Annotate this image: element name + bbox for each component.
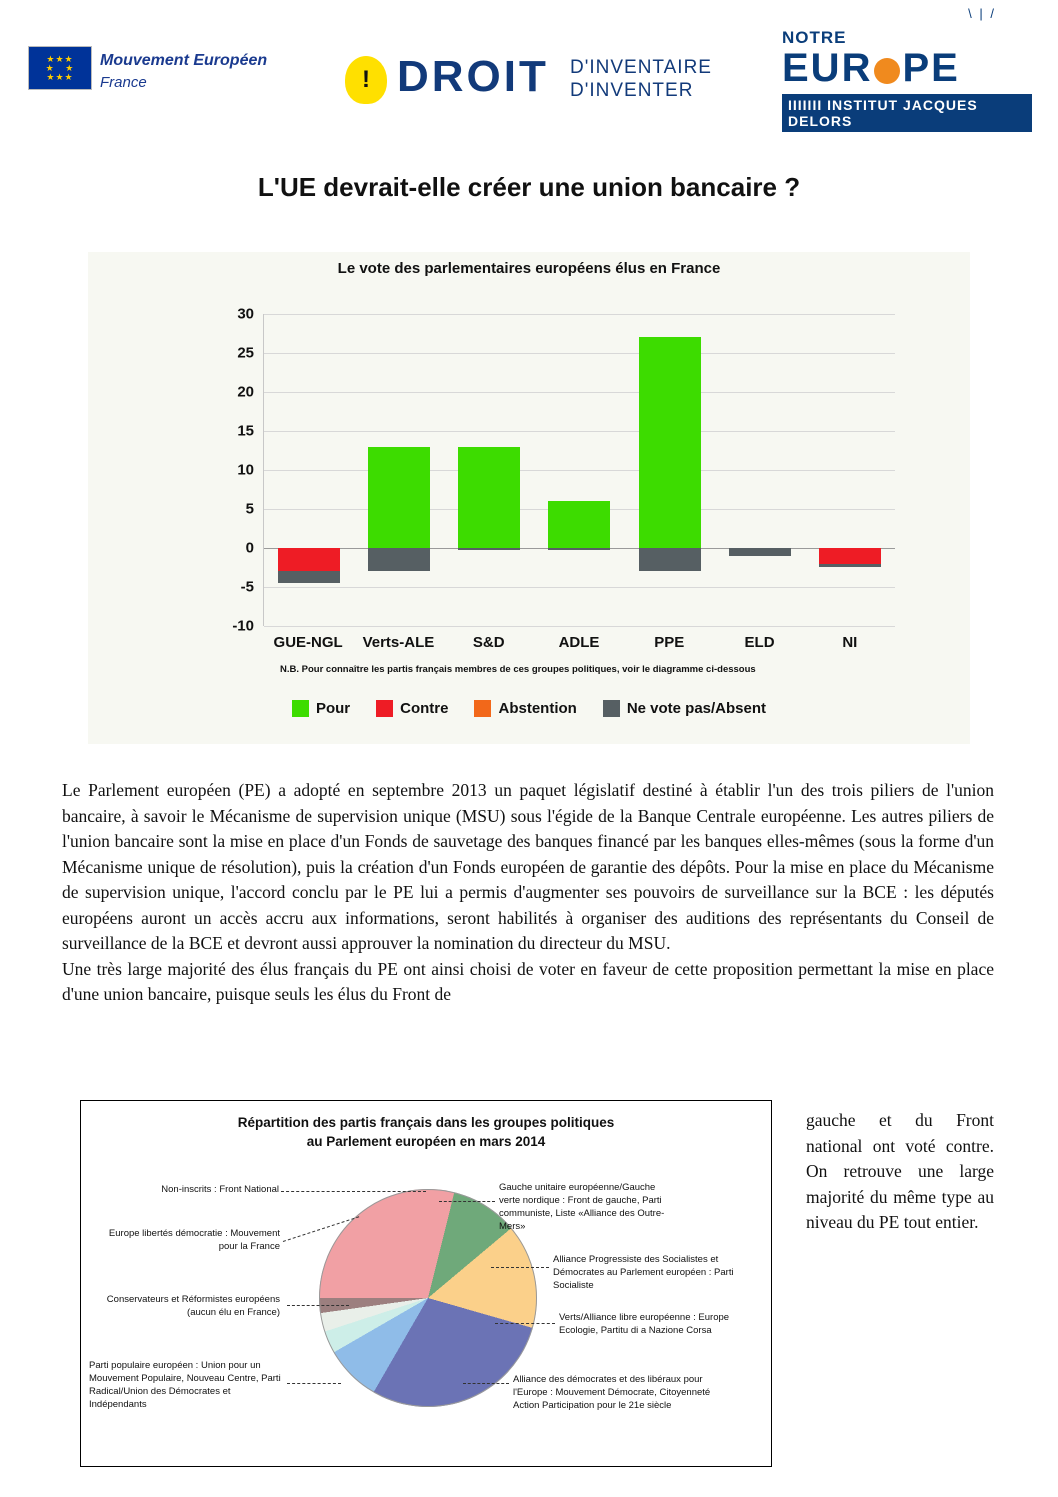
logo-me-name: Mouvement Européen	[100, 52, 268, 69]
paragraph-2: Une très large majorité des élus français du PE ont ainsi choisi de voter en faveur de cette proposition permettant la mise en place d'une union bancaire, puisque seuls les élus du Front de	[62, 958, 994, 1004]
chart-legend-item	[376, 700, 448, 717]
pie-label-gue-ngl: Gauche unitaire européenne/Gauche verte nordique : Front de gauche, Parti communiste, Liste «Alliance des Outre-Mers»	[499, 1182, 665, 1232]
eu-flag-icon: ★★★ ★ ★ ★★★	[28, 46, 92, 90]
pie-title	[81, 1113, 771, 1151]
chart-bar	[729, 548, 791, 556]
chart-bars	[264, 314, 895, 626]
bulb-glyph: !	[362, 66, 370, 93]
pie-label-verts: Verts/Alliance libre européenne : Europe Ecologie, Partitu di a Nazione Corsa	[559, 1312, 730, 1336]
chart-legend-item	[603, 700, 766, 717]
chart-plot-area	[183, 304, 913, 635]
logo-ne-europe-right: PE	[902, 46, 960, 90]
pie-label-sd: Alliance Progressiste des Socialistes et Démocrates au Parlement européen : Parti Socialiste	[553, 1254, 734, 1291]
chart-legend-item	[292, 700, 350, 717]
chart-bar	[819, 548, 881, 564]
chart-x-label: GUE-NGL	[273, 634, 343, 651]
chart-bar	[639, 337, 701, 548]
chart-bar	[368, 447, 430, 548]
page-header	[0, 0, 1058, 150]
pie-label-ppe: Parti populaire européen : Union pour un Mouvement Populaire, Nouveau Centre, Parti Radical/Union des Démocrates et Indépendants	[89, 1360, 281, 1410]
chart-plot	[232, 305, 895, 635]
logo-ne-europe	[782, 48, 1032, 88]
chart-x-label: S&D	[472, 634, 505, 651]
chart-y-tick: -5	[240, 578, 254, 596]
chart-legend	[88, 700, 970, 717]
logo-droit-word: DROIT	[397, 52, 549, 101]
legend-swatch	[376, 700, 393, 717]
logo-droit-inventaire	[345, 48, 712, 120]
chart-bar-group	[625, 314, 715, 626]
lightbulb-icon	[345, 56, 387, 104]
chart-bar-group	[264, 314, 354, 626]
chart-x-label: Verts-ALE	[362, 634, 435, 651]
chart-y-tick: 25	[237, 344, 254, 362]
chart-gridline	[232, 617, 895, 635]
chart-subtitle: Le vote des parlementaires européens élus en France	[337, 260, 721, 277]
leader-line	[281, 1191, 426, 1192]
pie-label-adle: Alliance des démocrates et des libéraux pour l'Europe : Mouvement Démocrate, Citoyenneté Action Participation pour le 21e siècle	[513, 1374, 711, 1411]
chart-bar	[458, 447, 520, 548]
chart-bar	[278, 571, 340, 583]
chart-y-tick: 15	[237, 422, 254, 440]
chart-bar	[278, 548, 340, 571]
legend-swatch	[292, 700, 309, 717]
chart-x-label: ADLE	[558, 634, 600, 651]
logo-droit-lines	[570, 56, 712, 102]
chart-y-tick: 0	[245, 539, 254, 557]
pie-title-line1: Répartition des partis français dans les groupes politiques	[237, 1115, 615, 1130]
logo-ne-institute: IIIIIII INSTITUT JACQUES DELORS	[782, 94, 1032, 132]
pie-title-line2: au Parlement européen en mars 2014	[306, 1134, 546, 1149]
chart-bar	[458, 548, 520, 550]
orange-dot-icon	[874, 58, 900, 84]
logo-droit-line2: D'INVENTER	[570, 80, 694, 101]
legend-label: Abstention	[498, 700, 577, 717]
logo-mouvement-europeen	[28, 40, 298, 120]
chart-bar	[548, 501, 610, 548]
chart-bar-group	[354, 314, 444, 626]
chart-bar	[819, 564, 881, 568]
chart-bar	[548, 548, 610, 550]
logo-ne-europe-left: EUR	[782, 46, 873, 90]
chart-y-tick: 5	[245, 500, 254, 518]
logo-notre-europe	[782, 6, 1032, 138]
vote-bar-chart	[88, 252, 970, 744]
chart-x-label: PPE	[654, 634, 685, 651]
chart-y-tick: 10	[237, 461, 254, 479]
logo-droit-line1: D'INVENTAIRE	[570, 57, 712, 78]
rays-icon: \ | /	[968, 6, 996, 21]
chart-y-tick: 30	[237, 305, 254, 323]
pie-label-non-inscrits: Non-inscrits : Front National	[161, 1184, 279, 1195]
logo-ne-notre: NOTRE	[782, 28, 847, 47]
page-title: L'UE devrait-elle créer une union bancaire ?	[257, 172, 801, 202]
chart-note: N.B. Pour connaître les partis français membres de ces groupes politiques, voir le diagramme ci-dessous	[280, 664, 756, 675]
leader-line	[287, 1383, 341, 1384]
chart-bar-group	[805, 314, 895, 626]
leader-line	[491, 1267, 549, 1268]
legend-swatch	[474, 700, 491, 717]
pie-label-conservateurs: Conservateurs et Réformistes européens (aucun élu en France)	[106, 1294, 280, 1318]
legend-swatch	[603, 700, 620, 717]
chart-y-tick: 20	[237, 383, 254, 401]
chart-bar-group	[534, 314, 624, 626]
chart-y-tick: -10	[232, 617, 254, 635]
pie-label-eld: Europe libertés démocratie : Mouvement pour la France	[108, 1228, 280, 1252]
chart-x-label: NI	[842, 634, 858, 651]
leader-line	[495, 1323, 555, 1324]
paragraph-1: Le Parlement européen (PE) a adopté en septembre 2013 un paquet législatif destiné à établir l'un des trois piliers de l'union bancaire, à savoir le Mécanisme de supervision unique (MSU) sous l'égide de la Banque Centrale européenne. Les autres piliers de l'union bancaire sont la mise en place d'un Fonds de sauvetage des banques financé par les banques elles-mêmes (sous la forme d'un Mécanisme unique de résolution), puis la création d'un Fonds européen de garantie des dépôts. Pour la mise en place du Mécanisme de supervision unique, l'accord conclu par le PE lui a permis d'augmenter ses pouvoirs de surveillance sur la BCE : les députés européens auront un accès accru aux informations, seront habilités à organiser des auditions des représentants du Conseil de surveillance de la BCE et devront aussi approuver la nomination du directeur du MSU.	[62, 780, 994, 953]
chart-bar	[368, 548, 430, 571]
chart-bar-group	[715, 314, 805, 626]
paragraph-2-continued: gauche et du Front national ont voté contre. On retrouve une large majorité du même type au niveau du PE tout entier.	[806, 1110, 994, 1232]
chart-legend-item	[474, 700, 576, 717]
chart-x-label: ELD	[744, 634, 775, 651]
leader-line	[287, 1305, 349, 1306]
article-body	[62, 778, 994, 1008]
legend-label: Ne vote pas/Absent	[626, 700, 767, 717]
legend-label: Pour	[315, 700, 351, 717]
chart-bar	[639, 548, 701, 571]
chart-x-axis	[263, 634, 993, 651]
chart-bar-group	[444, 314, 534, 626]
legend-label: Contre	[400, 700, 449, 717]
leader-line	[439, 1201, 495, 1202]
parties-pie-chart	[80, 1100, 772, 1467]
leader-line	[463, 1383, 509, 1384]
logo-me-sub: France	[100, 74, 147, 91]
